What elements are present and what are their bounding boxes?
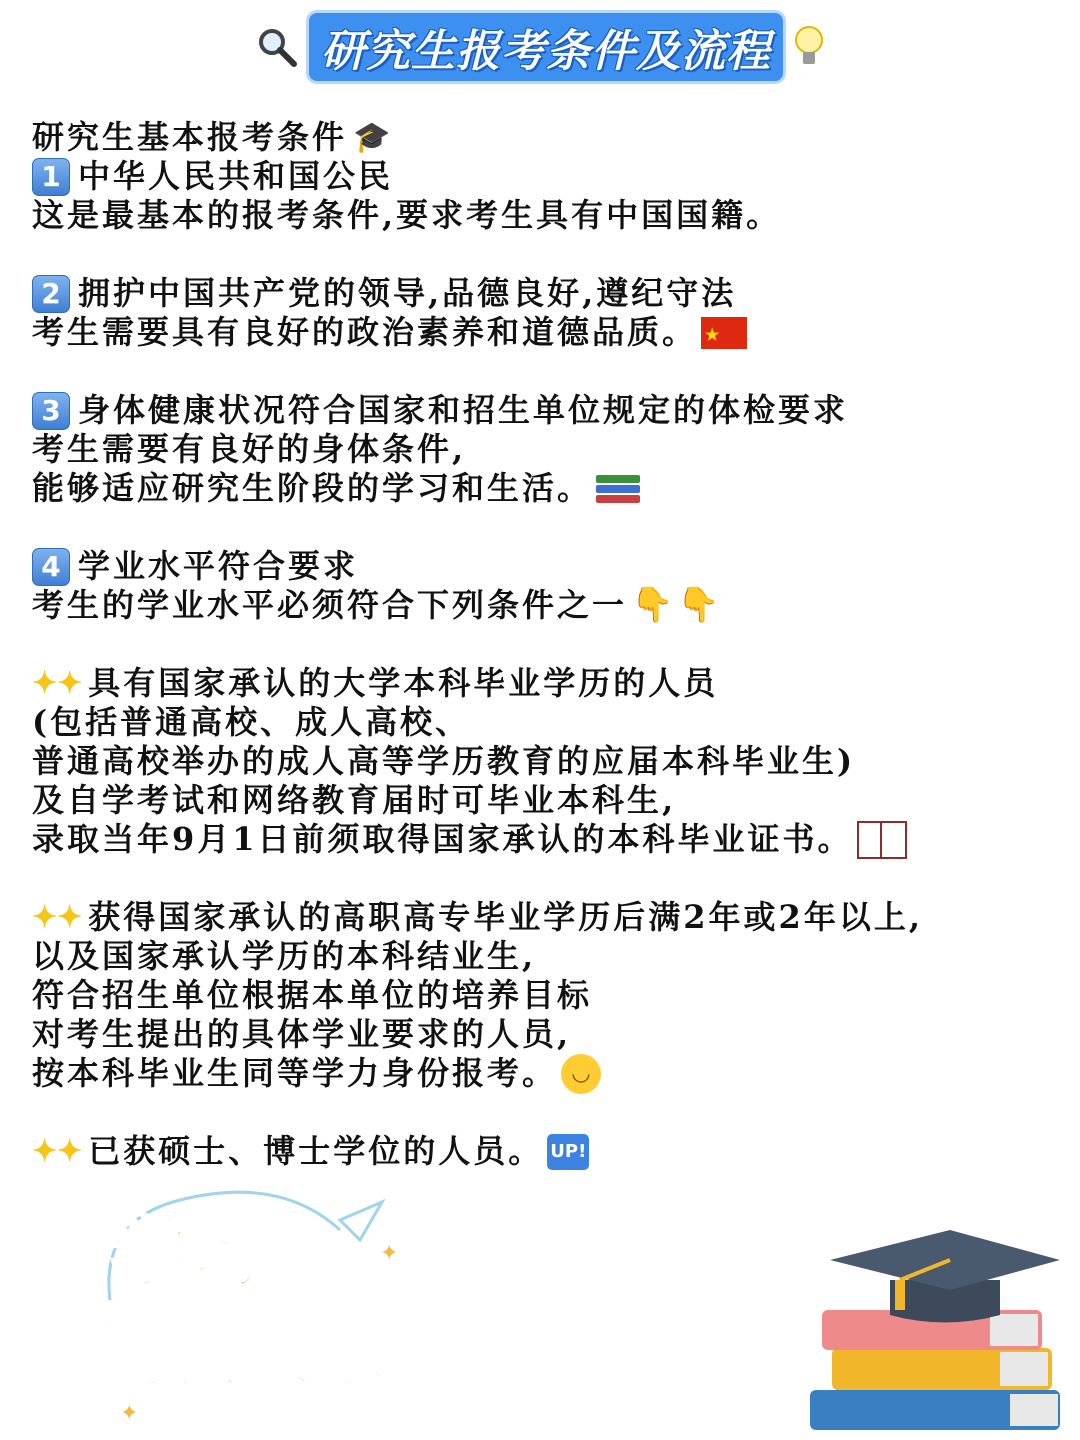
condition-2-line-3: 符合招生单位根据本单位的培养目标 bbox=[32, 976, 593, 1014]
item-3-line-1: 考生需要有良好的身体条件, bbox=[32, 430, 467, 468]
condition-1-line-4: 及自学考试和网络教育届时可毕业本科生, bbox=[32, 781, 677, 819]
condition-line bbox=[32, 742, 1052, 781]
condition-line bbox=[32, 703, 1052, 742]
pointing-down-icon: 👇 bbox=[631, 585, 674, 625]
sparkles-icon: ✦✦ bbox=[32, 900, 83, 935]
condition-1-line-2: (包括普通高校、成人高校、 bbox=[32, 703, 471, 741]
number-badge-3: 3 bbox=[32, 392, 70, 430]
books-icon bbox=[596, 475, 640, 503]
graduation-cap-books-icon bbox=[810, 1220, 1080, 1440]
title-bar bbox=[0, 14, 1080, 80]
sparkles-icon: ✦✦ bbox=[32, 1134, 83, 1169]
item-line bbox=[32, 196, 1052, 235]
study-sticker bbox=[90, 1180, 430, 1430]
item-title bbox=[32, 157, 1052, 196]
item-line bbox=[32, 430, 1052, 469]
lightbulb-icon bbox=[793, 24, 825, 70]
item-line bbox=[32, 313, 1052, 352]
condition-2-line-5: 按本科毕业生同等学力身份报考。 bbox=[32, 1054, 558, 1092]
condition-line bbox=[32, 1054, 1052, 1093]
item-line bbox=[32, 586, 1052, 625]
condition-1-line-1: 具有国家承认的大学本科毕业学历的人员 bbox=[88, 664, 719, 702]
condition-line bbox=[32, 976, 1052, 1015]
sparkle-icon: ✦ bbox=[120, 1401, 139, 1426]
condition-line bbox=[32, 1132, 1052, 1171]
condition-2-line-1: 获得国家承认的高职高专毕业学历后满2年或2年以上, bbox=[88, 898, 923, 936]
item-4-line-1: 考生的学业水平必须符合下列条件之一 bbox=[32, 586, 628, 624]
smiling-face-icon: ◡ bbox=[561, 1054, 601, 1094]
sticker-line-2: 使我快乐 bbox=[90, 1312, 386, 1398]
pointing-down-icon: 👇 bbox=[677, 585, 720, 625]
condition-2-line-4: 对考生提出的具体学业要求的人员, bbox=[32, 1015, 572, 1053]
page-title: 研究生报考条件及流程 bbox=[309, 13, 783, 81]
condition-line bbox=[32, 664, 1052, 703]
number-badge-4: 4 bbox=[32, 548, 70, 586]
condition-line bbox=[32, 937, 1052, 976]
sparkle-icon: ✦ bbox=[380, 1241, 399, 1266]
item-4-title: 学业水平符合要求 bbox=[78, 547, 359, 585]
number-badge-2: 2 bbox=[32, 275, 70, 313]
condition-1-line-3: 普通高校举办的成人高等学历教育的应届本科毕业生) bbox=[32, 742, 856, 780]
item-2-title: 拥护中国共产党的领导,品德良好,遵纪守法 bbox=[78, 274, 737, 312]
condition-2-line-2: 以及国家承认学历的本科结业生, bbox=[32, 937, 537, 975]
condition-1-line-5: 录取当年9月1日前须取得国家承认的本科毕业证书。 bbox=[32, 820, 853, 858]
item-2-line-1: 考生需要具有良好的政治素养和道德品质。 bbox=[32, 313, 698, 351]
graduate-icon: 🎓 bbox=[353, 120, 391, 155]
item-line bbox=[32, 469, 1052, 508]
sticker-line-1: 学习 bbox=[110, 1209, 267, 1299]
magnifier-icon bbox=[255, 25, 299, 69]
condition-line bbox=[32, 820, 1052, 859]
sparkles-icon: ✦✦ bbox=[32, 666, 83, 701]
heading-line bbox=[32, 118, 1052, 157]
china-flag-icon bbox=[701, 317, 747, 349]
section-heading: 研究生基本报考条件 bbox=[32, 118, 348, 156]
paper-plane-icon bbox=[340, 1202, 382, 1240]
item-3-title: 身体健康状况符合国家和招生单位规定的体检要求 bbox=[78, 391, 849, 429]
number-badge-1: 1 bbox=[32, 158, 70, 196]
main-content bbox=[32, 118, 1052, 1171]
up-badge-icon: UP! bbox=[547, 1134, 589, 1170]
condition-line bbox=[32, 898, 1052, 937]
condition-line bbox=[32, 781, 1052, 820]
item-1-line-1: 这是最基本的报考条件,要求考生具有中国国籍。 bbox=[32, 196, 782, 234]
condition-line bbox=[32, 1015, 1052, 1054]
item-title bbox=[32, 391, 1052, 430]
item-title bbox=[32, 547, 1052, 586]
item-1-title: 中华人民共和国公民 bbox=[78, 157, 394, 195]
item-3-line-2: 能够适应研究生阶段的学习和生活。 bbox=[32, 469, 593, 507]
open-book-icon bbox=[857, 821, 907, 859]
condition-3-line-1: 已获硕士、博士学位的人员。 bbox=[88, 1132, 544, 1170]
item-title bbox=[32, 274, 1052, 313]
